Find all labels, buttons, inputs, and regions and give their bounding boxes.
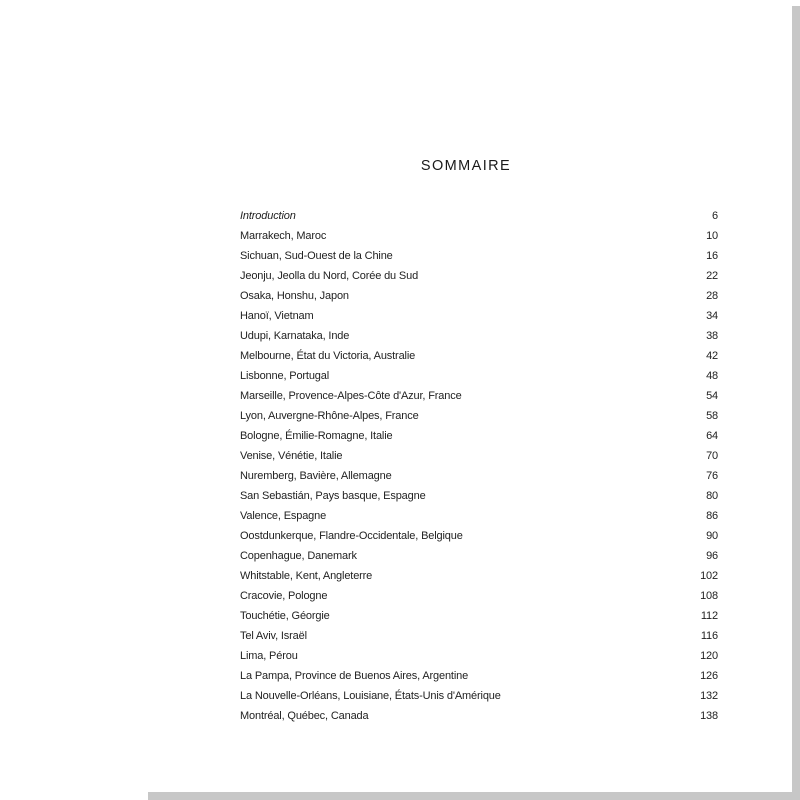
toc-entry-label: Lisbonne, Portugal [240, 370, 330, 382]
toc-entry-label: Venise, Vénétie, Italie [240, 450, 343, 462]
toc-entry [240, 306, 718, 326]
toc-entry-label: Introduction [240, 210, 296, 222]
toc-entry-page-number: 86 [706, 510, 718, 522]
page-title: SOMMAIRE [420, 158, 512, 174]
toc-entry-label: Oostdunkerque, Flandre-Occidentale, Belgique [240, 530, 463, 542]
toc-entry-label: Copenhague, Danemark [240, 550, 357, 562]
toc-entry-label: San Sebastián, Pays basque, Espagne [240, 490, 426, 502]
toc-entry-page-number: 116 [700, 630, 718, 642]
toc-entry-label: Sichuan, Sud-Ouest de la Chine [240, 250, 393, 262]
toc-entry [240, 706, 718, 726]
toc-entry-page-number: 6 [712, 210, 718, 222]
book-page [140, 0, 792, 792]
toc-entry-page-number: 54 [706, 390, 718, 402]
toc-entry-label: Lima, Pérou [240, 650, 298, 662]
toc-entry [240, 246, 718, 266]
toc-entry-label: Marrakech, Maroc [240, 230, 327, 242]
toc-entry [240, 546, 718, 566]
toc-entry-page-number: 96 [706, 550, 718, 562]
toc-entry-label: Nuremberg, Bavière, Allemagne [240, 470, 392, 482]
toc-entry-label: Osaka, Honshu, Japon [240, 290, 349, 302]
toc-entry-page-number: 70 [706, 450, 718, 462]
toc-entry-label: Marseille, Provence-Alpes-Côte d'Azur, France [240, 390, 462, 402]
toc-entry [240, 266, 718, 286]
toc-entry-page-number: 120 [700, 650, 718, 662]
toc-entry [240, 366, 718, 386]
toc-entry-label: Melbourne, État du Victoria, Australie [240, 350, 416, 362]
toc-entry-page-number: 102 [700, 570, 718, 582]
toc-entry [240, 326, 718, 346]
toc-entry [240, 686, 718, 706]
toc-entry-label: Cracovie, Pologne [240, 590, 328, 602]
toc-entry-page-number: 76 [706, 470, 718, 482]
toc-entry-page-number: 42 [706, 350, 718, 362]
toc-entry-label: Touchétie, Géorgie [240, 610, 330, 622]
toc-entry-page-number: 48 [706, 370, 718, 382]
toc-entry-label: La Pampa, Province de Buenos Aires, Argentine [240, 670, 469, 682]
toc-entry [240, 526, 718, 546]
toc-entry-page-number: 16 [706, 250, 718, 262]
toc-entry [240, 406, 718, 426]
toc-entry-page-number: 112 [700, 610, 718, 622]
toc-entry [240, 466, 718, 486]
toc-entry [240, 646, 718, 666]
toc-entry-page-number: 34 [706, 310, 718, 322]
toc-entry-label: Whitstable, Kent, Angleterre [240, 570, 373, 582]
toc-entry [240, 446, 718, 466]
toc-entry-label: Udupi, Karnataka, Inde [240, 330, 350, 342]
toc-entry [240, 586, 718, 606]
toc-entry-page-number: 10 [706, 230, 718, 242]
toc-entry-page-number: 108 [700, 590, 718, 602]
toc-entry-label: La Nouvelle-Orléans, Louisiane, États-Unis d'Amérique [240, 690, 501, 702]
toc-entry-label: Hanoï, Vietnam [240, 310, 314, 322]
toc-entry [240, 506, 718, 526]
toc-entry-label: Montréal, Québec, Canada [240, 710, 369, 722]
toc-entry-page-number: 38 [706, 330, 718, 342]
toc-entry [240, 606, 718, 626]
toc-entry-label: Jeonju, Jeolla du Nord, Corée du Sud [240, 270, 419, 282]
toc-entry-page-number: 28 [706, 290, 718, 302]
toc-entry [240, 386, 718, 406]
toc-entry-label: Valence, Espagne [240, 510, 327, 522]
toc-entry [240, 426, 718, 446]
toc-entry [240, 206, 718, 226]
toc-entry [240, 226, 718, 246]
toc-entry-page-number: 58 [706, 410, 718, 422]
toc-entry [240, 566, 718, 586]
toc-entry-page-number: 22 [706, 270, 718, 282]
toc-entry-page-number: 64 [706, 430, 718, 442]
toc-entry [240, 286, 718, 306]
toc-entry [240, 666, 718, 686]
toc-entry-label: Bologne, Émilie-Romagne, Italie [240, 430, 393, 442]
toc-entry-page-number: 126 [700, 670, 718, 682]
toc-entry [240, 346, 718, 366]
toc-entry [240, 626, 718, 646]
toc-entry-page-number: 80 [706, 490, 718, 502]
toc-entry-page-number: 132 [700, 690, 718, 702]
toc-entry [240, 486, 718, 506]
toc-entry-label: Tel Aviv, Israël [240, 630, 307, 642]
toc-entry-page-number: 138 [700, 710, 718, 722]
table-of-contents [240, 206, 718, 726]
toc-entry-page-number: 90 [706, 530, 718, 542]
toc-entry-label: Lyon, Auvergne-Rhône-Alpes, France [240, 410, 419, 422]
